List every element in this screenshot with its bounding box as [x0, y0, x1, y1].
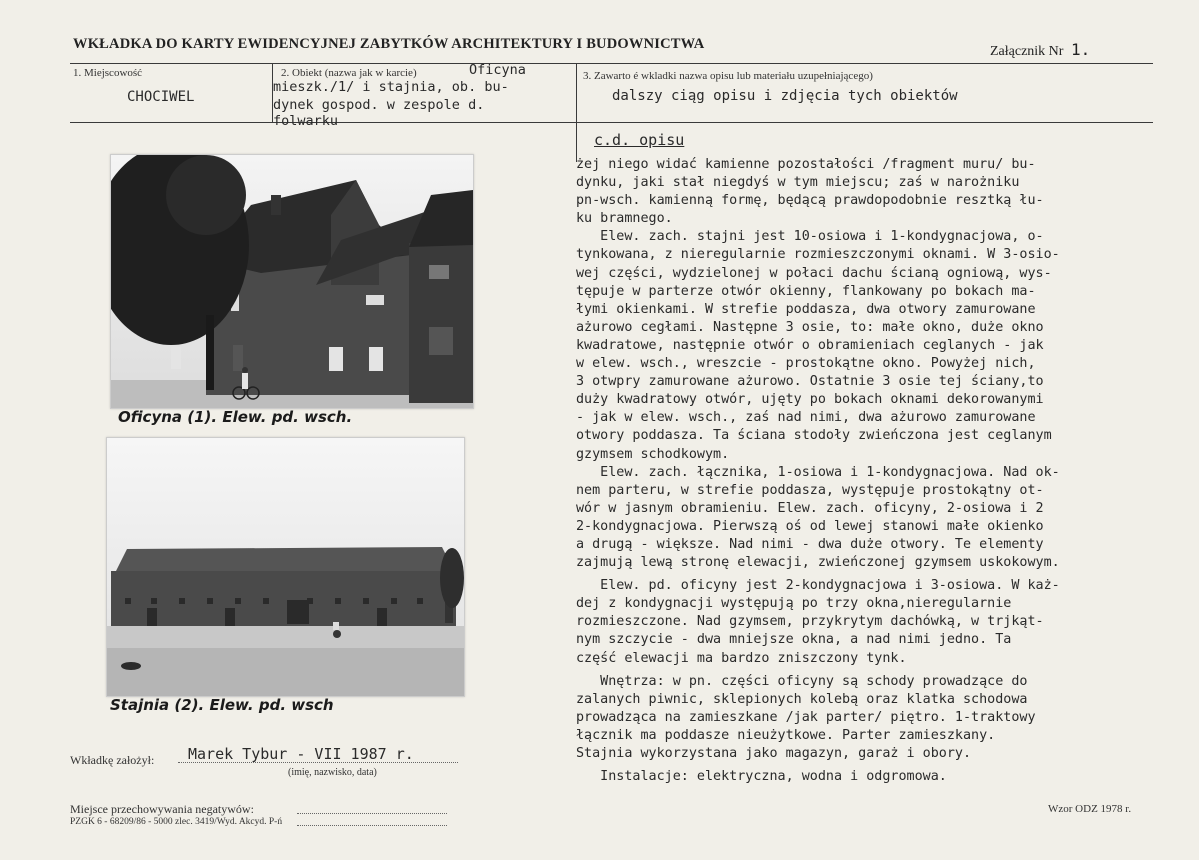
- photo-stajnia-image: [107, 438, 464, 696]
- photo-stajnia: [106, 437, 465, 697]
- description-line: duży kwadratowy otwór, ujęty po bokach oknami dekorowanymi: [576, 392, 1044, 408]
- description-line: zajmują lewą stronę elewacji, zwieńczonej gzymsem uskokowym.: [576, 555, 1060, 571]
- photo-stajnia-caption: Stajnia (2). Elew. pd. wsch: [110, 696, 334, 714]
- field-object-label: 2. Obiekt (nazwa jak w karcie): [281, 67, 417, 79]
- description-line: 2-kondygnacjowa. Pierwszą oś od lewej stanowi małe okienko: [576, 518, 1044, 534]
- field-object-value-4: folwarku: [273, 113, 339, 129]
- description-line: - jak w elew. wsch., zaś nad nimi, dwa ażurowo zamurowane: [576, 410, 1036, 426]
- description-line: część elewacji ma bardzo zniszczony tynk.: [576, 650, 907, 666]
- description-line: a drugą - większe. Nad nimi - dwa duże otwory. Te elementy: [576, 536, 1044, 552]
- field-object-value-3: dynek gospod. w zespole d.: [273, 97, 485, 113]
- description-line: nym szczycie - dwa mniejsze okna, a nad nimi jedno. Ta: [576, 632, 1012, 648]
- field-content-label: 3. Zawarto é wkladki nazwa opisu lub materiału uzupełniającego): [583, 70, 873, 82]
- description-heading: c.d. opisu: [594, 131, 685, 149]
- description-line: ażurowo cegłami. Następne 3 osie, to: małe okno, duże okno: [576, 319, 1044, 335]
- storage-underline: [297, 825, 447, 826]
- divider: [70, 63, 1153, 64]
- field-object-value-1: Oficyna: [469, 62, 526, 78]
- description-line: Elew. zach. stajni jest 10-osiowa i 1-kondygnacjowa, o-: [576, 229, 1044, 245]
- photo-oficyna-caption: Oficyna (1). Elew. pd. wsch.: [118, 408, 353, 426]
- form-header: WKŁADKA DO KARTY EWIDENCYJNEJ ZABYTKÓW ARCHITEKTURY I BUDOWNICTWA: [73, 36, 705, 52]
- description-line: tępuje w parterze otwór okienny, flankowany po bokach ma-: [576, 283, 1036, 299]
- description-line: ku bramnego.: [576, 211, 673, 227]
- description-line: Elew. pd. oficyny jest 2-kondygnacjowa i 3-osiowa. W każ-: [576, 578, 1060, 594]
- description-line: Wnętrza: w pn. części oficyny są schody prowadzące do: [576, 673, 1028, 689]
- description-line: gzymsem schodkowym.: [576, 446, 730, 462]
- founded-value: Marek Tybur - VII 1987 r.: [188, 745, 414, 763]
- field-object-value-2: mieszk./1/ i stajnia, ob. bu-: [273, 79, 509, 95]
- description-line: dej z kondygnacji występują po trzy okna,nieregularnie: [576, 596, 1012, 612]
- description-line: tynkowana, z nieregularnie rozmieszczonymi oknami. W 3-osio-: [576, 247, 1060, 263]
- form-model: Wzor ODZ 1978 r.: [1048, 803, 1132, 815]
- description-line: Instalacje: elektryczna, wodna i odgromowa.: [576, 769, 947, 785]
- storage-underline: [297, 813, 447, 814]
- print-info: PZGK 6 - 68209/86 - 5000 zlec. 3419/Wyd. Akcyd. P-ń: [70, 817, 283, 827]
- description-line: wór w jasnym obramieniu. Elew. zach. oficyny, 2-osiowa i 2: [576, 500, 1044, 516]
- description-line: wej części, wydzielonej w połaci dachu ścianą ogniową, wys-: [576, 265, 1052, 281]
- founded-label: Wkładkę założył:: [70, 753, 155, 767]
- description-line: otwory poddasza. Ta ściana stodoły zwieńczona jest ceglanym: [576, 428, 1052, 444]
- field-locality-value: CHOCIWEL: [127, 89, 195, 105]
- description-line: w elew. wsch., wreszcie - prostokątne okno. Powyżej nich,: [576, 356, 1036, 372]
- description-line: łymi okienkami. W strefie poddasza, dwa otwory zamurowane: [576, 301, 1036, 317]
- description-line: prowadząca na zamieszkane /jak parter/ piętro. 1-traktowy: [576, 709, 1036, 725]
- founded-underline: [178, 762, 458, 763]
- description-line: rozmieszczone. Nad gzymsem, przykrytym dachówką, w trjkąt-: [576, 614, 1044, 630]
- annex-label: Załącznik Nr: [990, 44, 1064, 59]
- annex-value: 1.: [1070, 40, 1091, 59]
- storage-label: Miejsce przechowywania negatywów:: [70, 802, 254, 816]
- divider: [576, 63, 577, 123]
- description-line: pn-wsch. kamienną formę, będącą prawdopodobnie resztką łu-: [576, 193, 1044, 209]
- description-line: nem parteru, w strefie poddasza, występuje prostokątny ot-: [576, 482, 1044, 498]
- description-line: dynku, jaki stał niegdyś w tym miejscu; zaś w narożniku: [576, 175, 1020, 191]
- description-line: Stajnia wykorzystana jako magazyn, garaż i obory.: [576, 746, 972, 761]
- description-line: żej niego widać kamienne pozostałości /fragment muru/ bu-: [576, 157, 1036, 172]
- description-line: kwadratowe, następnie otwór o obramieniach ceglanych - jak: [576, 337, 1044, 353]
- description-body: [576, 156, 1176, 786]
- founded-sublabel: (imię, nazwisko, data): [288, 767, 377, 778]
- description-line: Elew. zach. łącznika, 1-osiowa i 1-kondygnacjowa. Nad ok-: [576, 464, 1060, 480]
- divider: [70, 122, 1153, 123]
- photo-oficyna: [110, 154, 474, 409]
- field-content-value: dalszy ciąg opisu i zdjęcia tych obiektów: [612, 88, 958, 104]
- annex-number: [990, 40, 1090, 60]
- description-line: łącznik ma poddasze nieużytkowe. Parter zamieszkany.: [576, 727, 996, 743]
- field-locality-label: 1. Miejscowość: [73, 67, 143, 79]
- photo-oficyna-image: [111, 155, 473, 408]
- description-line: zalanych piwnic, sklepionych kolebą oraz klatka schodowa: [576, 691, 1028, 707]
- description-line: 3 otwpry zamurowane ażurowo. Ostatnie 3 osie tej ściany,to: [576, 374, 1044, 390]
